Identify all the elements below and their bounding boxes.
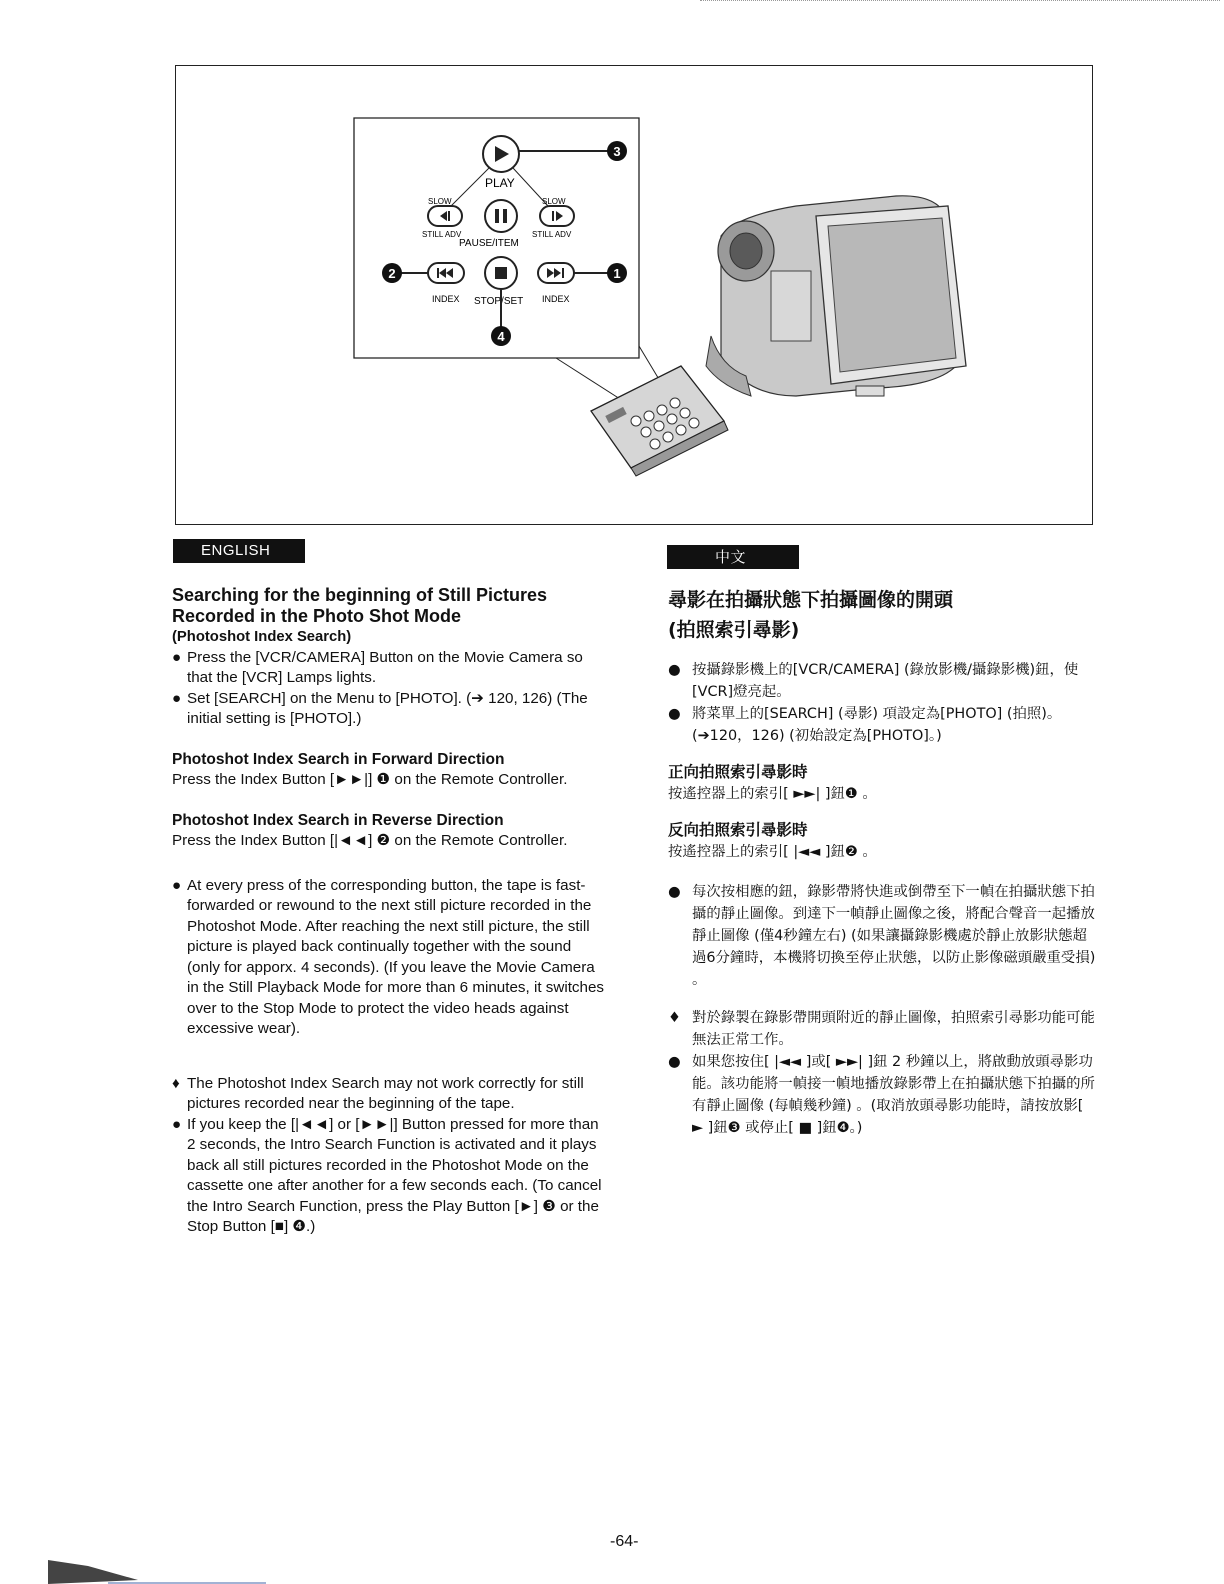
play-label: PLAY <box>485 176 515 190</box>
slow-right-label: SLOW <box>542 197 566 206</box>
pause-button-icon <box>485 200 517 232</box>
svg-text:2: 2 <box>388 266 396 281</box>
list-item: ● If you keep the [|◄◄] or [►►|] Button pressed for more than 2 seconds, the Intro Search Function is activated and it plays back all still pictures recorded in the Photoshot Mode on the cassette one after another for a few seconds each. (To cancel the Intro Search Function, press the Play Button [►] ❸ or the Stop Button [■] ❹.) <box>172 1115 602 1235</box>
scan-corner-artifact <box>48 1560 266 1584</box>
index-reverse-button-icon <box>428 263 464 283</box>
chinese-section-tag: 中文 <box>667 545 799 569</box>
english-column <box>172 585 604 1238</box>
pause-item-label: PAUSE/ITEM <box>459 238 519 249</box>
english-title: Searching for the beginning of Still Pictures Recorded in the Photo Shot Mode <box>172 585 548 626</box>
page-number: -64- <box>610 1533 639 1550</box>
callout-1 <box>607 263 627 283</box>
chinese-reverse-text: 按遙控器上的索引[ |◄◄ ]鈕❷ 。 <box>668 844 877 860</box>
chinese-column <box>668 585 1098 1139</box>
bullet-icon: ● <box>172 648 182 666</box>
chinese-forward-heading: 正向拍照索引尋影時 <box>668 763 808 781</box>
bullet-icon: ● <box>668 884 681 900</box>
index-left-label: INDEX <box>432 294 460 304</box>
bullet-icon: ● <box>172 689 182 707</box>
callout-2 <box>382 263 402 283</box>
slow-left-label: SLOW <box>428 197 452 206</box>
list-item: ● 如果您按住[ |◄◄ ]或[ ►►| ]鈕 2 秒鐘以上，將啟動放頭尋影功能。該功能將一幀接一幀地播放錄影帶上在拍攝狀態下拍攝的所有靜止圖像 (每幀幾秒鐘) 。(取消放頭尋影功能時，請按放影[ ► ]鈕❸ 或停止[ ■ ]鈕❹。) <box>668 1051 1098 1139</box>
play-button-icon <box>483 136 519 172</box>
chinese-forward-text: 按遙控器上的索引[ ►►| ]鈕❶ 。 <box>668 786 877 802</box>
diamond-bullet-icon: ♦ <box>172 1074 180 1092</box>
list-item: ● 按攝錄影機上的[VCR/CAMERA] (錄放影機/攝錄影機)鈕，使[VCR]燈亮起。 <box>668 659 1098 703</box>
reverse-search-text: Press the Index Button [|◄◄] ❷ on the Remote Controller. <box>172 832 568 849</box>
chinese-reverse-heading: 反向拍照索引尋影時 <box>668 821 808 839</box>
remote-controller-icon <box>591 366 728 476</box>
list-item: ♦ The Photoshot Index Search may not work correctly for still pictures recorded near the beginning of the tape. <box>172 1074 584 1112</box>
still-adv-right-label: STILL ADV <box>532 230 572 239</box>
list-item: ● 每次按相應的鈕，錄影帶將快進或倒帶至下一幀在拍攝狀態下拍攝的靜止圖像。到達下一幀靜止圖像之後，將配合聲音一起播放靜止圖像 (僅4秒鐘左右) (如果讓攝錄影機處於靜止放影狀態超過6分鐘時，本機將切換至停止狀態，以防止影像磁頭嚴重受損) 。 <box>668 881 1098 991</box>
slow-rewind-button-icon <box>428 206 462 226</box>
bullet-icon: ● <box>172 1115 182 1133</box>
chinese-title: 尋影在拍攝狀態下拍攝圖像的開頭 <box>668 589 954 611</box>
slow-forward-button-icon <box>540 206 574 226</box>
english-section-tag: ENGLISH <box>173 539 305 563</box>
svg-text:3: 3 <box>613 144 621 159</box>
camcorder-illustration <box>706 196 966 396</box>
remote-controller-illustration <box>176 66 1091 523</box>
bullet-icon: ● <box>668 706 681 722</box>
english-steps <box>172 648 604 730</box>
reverse-search-heading: Photoshot Index Search in Reverse Direction <box>172 811 504 829</box>
svg-text:4: 4 <box>497 329 505 344</box>
list-item: ● Set [SEARCH] on the Menu to [PHOTO]. (➔ 120, 126) (The initial setting is [PHOTO].) <box>172 689 588 727</box>
index-forward-button-icon <box>538 263 574 283</box>
list-item: ● 將菜單上的[SEARCH] (尋影) 項設定為[PHOTO] (拍照)。(➔120，126) (初始設定為[PHOTO]。) <box>668 703 1098 747</box>
bullet-icon: ● <box>668 662 681 678</box>
svg-text:1: 1 <box>613 266 621 281</box>
callout-3 <box>607 141 627 161</box>
stop-set-label: STOP/SET <box>474 296 524 307</box>
list-item: ● At every press of the corresponding button, the tape is fast-forwarded or rewound to the next still picture recorded in the Photoshot Mode. After reaching the next still picture, the still picture is played back continually together with the sound (only for apporx. 4 seconds). (If you leave the Movie Camera in the Still Playback Mode for more than 6 minutes, it switches over to the Stop Mode to protect the video heads against excessive wear). <box>172 876 604 1037</box>
chinese-subtitle: (拍照索引尋影) <box>668 619 800 641</box>
still-adv-left-label: STILL ADV <box>422 230 462 239</box>
bullet-icon: ● <box>668 1054 681 1070</box>
list-item: ♦ 對於錄製在錄影帶開頭附近的靜止圖像，拍照索引尋影功能可能無法正常工作。 <box>668 1007 1098 1051</box>
illustration-frame <box>175 65 1093 525</box>
forward-search-heading: Photoshot Index Search in Forward Direction <box>172 750 505 768</box>
list-item: ● Press the [VCR/CAMERA] Button on the Movie Camera so that the [VCR] Lamps lights. <box>172 648 583 686</box>
scan-edge-line <box>700 0 1220 2</box>
forward-search-text: Press the Index Button [►►|] ❶ on the Remote Controller. <box>172 771 568 788</box>
bullet-icon: ● <box>172 876 182 894</box>
callout-4 <box>491 326 511 346</box>
stop-button-icon <box>485 257 517 289</box>
index-right-label: INDEX <box>542 294 570 304</box>
english-subtitle: (Photoshot Index Search) <box>172 629 352 645</box>
diamond-bullet-icon: ♦ <box>668 1010 681 1026</box>
